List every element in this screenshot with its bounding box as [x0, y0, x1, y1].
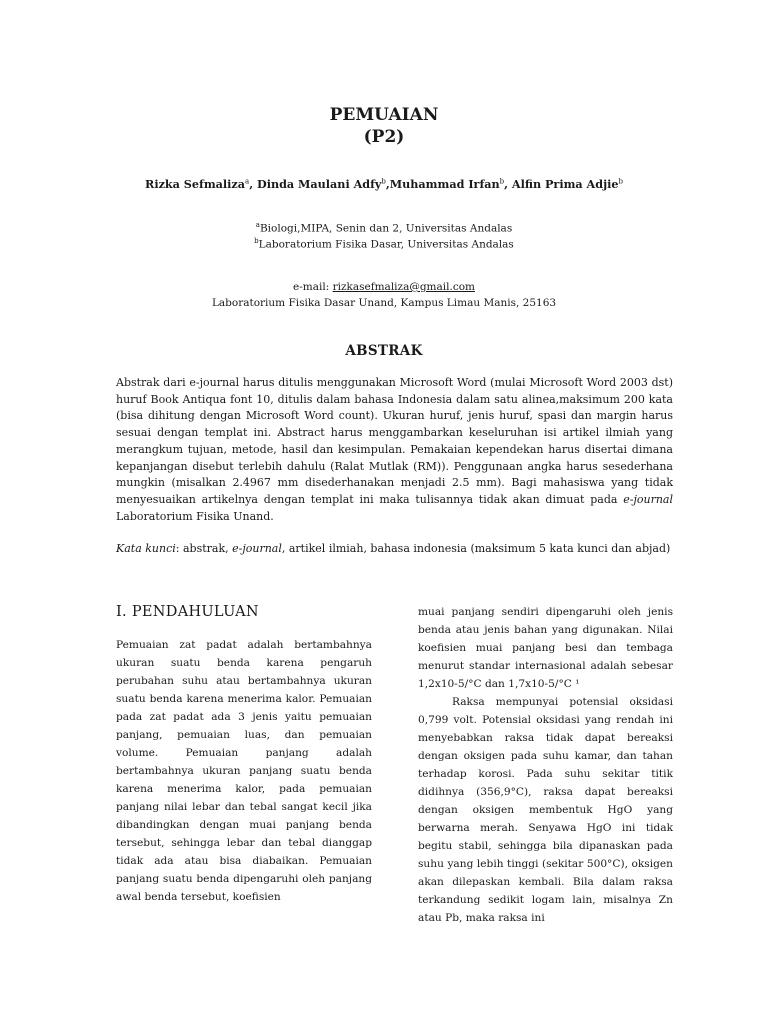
email-label: e-mail:: [293, 281, 333, 293]
abstract-body: [116, 375, 673, 525]
left-column: [116, 636, 372, 906]
abstract-text: Abstrak dari e-journal harus ditulis menggunakan Microsoft Word (mulai Microsoft Word 2003 dst) huruf Book Antiqua font 10, ditulis dalam bahasa Indonesia dalam satu alinea,maksimum 200 kata (bisa dihitung dengan Microsoft Word count). Ukuran huruf, jenis huruf, spasi dan margin harus sesuai dengan templat ini. Abstract harus menggambarkan keseluruhan isi artikel ilmiah yang merangkum tujuan, metode, hasil dan kesimpulan. Pemakaian kependekan harus disertai dimana kepanjangan disebut terlebih dahulu (Ralat Mutlak (RM)). Penggunaan angka harus sesederhana mungkin (misalkan 2.4967 mm disederhanakan menjadi 2.5 mm). Bagi mahasiswa yang tidak menyesuaikan artikelnya dengan templat ini maka tulisannya tidak akan dimuat pada: [116, 376, 673, 506]
abstract-heading: ABSTRAK: [345, 343, 423, 359]
keyword-italic: e-journal: [232, 542, 282, 555]
paper-title: [0, 104, 768, 148]
affiliation-b: [0, 237, 768, 251]
email-link[interactable]: rizkasefmaliza@gmail.com: [332, 281, 475, 293]
author-affil-mark: a: [245, 177, 250, 186]
author-name: Rizka Sefmaliza: [145, 177, 246, 191]
title-line-2: (P2): [363, 127, 405, 147]
right-column: [418, 603, 673, 927]
author-affil-mark: b: [618, 177, 623, 186]
contact-email: [0, 281, 768, 293]
keywords-rest: , artikel ilmiah, bahasa indonesia (maksimum 5 kata kunci dan abjad): [281, 542, 671, 555]
author-name: ,Muhammad Irfan: [385, 177, 500, 191]
lab-address: Laboratorium Fisika Dasar Unand, Kampus Limau Manis, 25163: [211, 297, 557, 309]
affiliation-mark: b: [254, 237, 259, 245]
right-column-paragraph-2: Raksa mempunyai potensial oksidasi 0,799 volt. Potensial oksidasi yang rendah ini menyebabkan raksa tidak dapat bereaksi dengan oksigen pada suhu kamar, dan tahan terhadap korosi. Pada suhu sekitar titik didihnya (356,9°C), raksa dapat bereaksi dengan oksigen membentuk HgO yang berwarna merah. Senyawa HgO ini tidak begitu stabil, sehingga bila dipanaskan pada suhu yang lebih tinggi (sekitar 500°C), oksigen akan dilepaskan kembali. Bila dalam raksa terkandung sedikit logam lain, misalnya Zn atau Pb, maka raksa ini: [418, 696, 673, 924]
abstract-italic-term: e-journal: [623, 492, 673, 506]
affiliation-a: [0, 221, 768, 235]
author-affil-mark: b: [381, 177, 386, 186]
section-heading: I. PENDAHULUAN: [116, 604, 259, 620]
keywords-label: Kata kunci: [116, 542, 176, 555]
abstract-text-end: Laboratorium Fisika Unand.: [116, 509, 274, 523]
keywords-colon: : abstrak,: [175, 542, 233, 555]
author-list: [0, 177, 768, 191]
affiliation-mark: a: [255, 221, 260, 229]
keywords: [116, 540, 673, 557]
left-column-paragraph: Pemuaian zat padat adalah bertambahnya ukuran suatu benda karena pengaruh perubahan suhu atau bertambahnya ukuran suatu benda karena menerima kalor. Pemuaian pada zat padat ada 3 jenis yaitu pemuaian panjang, pemuaian luas, dan pemuaian volume. Pemuaian panjang adalah bertambahnya ukuran panjang suatu benda karena menerima kalor, pada pemuaian panjang nilai lebar dan tebal sangat kecil jika dibandingkan dengan muai panjang benda tersebut, sehingga lebar dan tebal dianggap tidak ada atau bisa diabaikan. Pemuaian panjang suatu benda dipengaruhi oleh panjang awal benda tersebut, koefisien: [116, 639, 372, 903]
right-column-paragraph-1: muai panjang sendiri dipengaruhi oleh jenis benda atau jenis bahan yang digunakan. Nilai koefisien muai panjang besi dan tembaga menurut standar internasional adalah sebesar 1,2x10-5/°C dan 1,7x10-5/°C ¹: [418, 606, 673, 690]
author-name: , Dinda Maulani Adfy: [249, 177, 382, 191]
affiliation-text: Laboratorium Fisika Dasar, Universitas Andalas: [258, 238, 514, 251]
title-line-1: PEMUAIAN: [329, 105, 439, 125]
author-affil-mark: b: [499, 177, 505, 186]
affiliation-text: Biologi,MIPA, Senin dan 2, Universitas Andalas: [259, 222, 513, 235]
author-name: , Alfin Prima Adjie: [504, 177, 619, 191]
